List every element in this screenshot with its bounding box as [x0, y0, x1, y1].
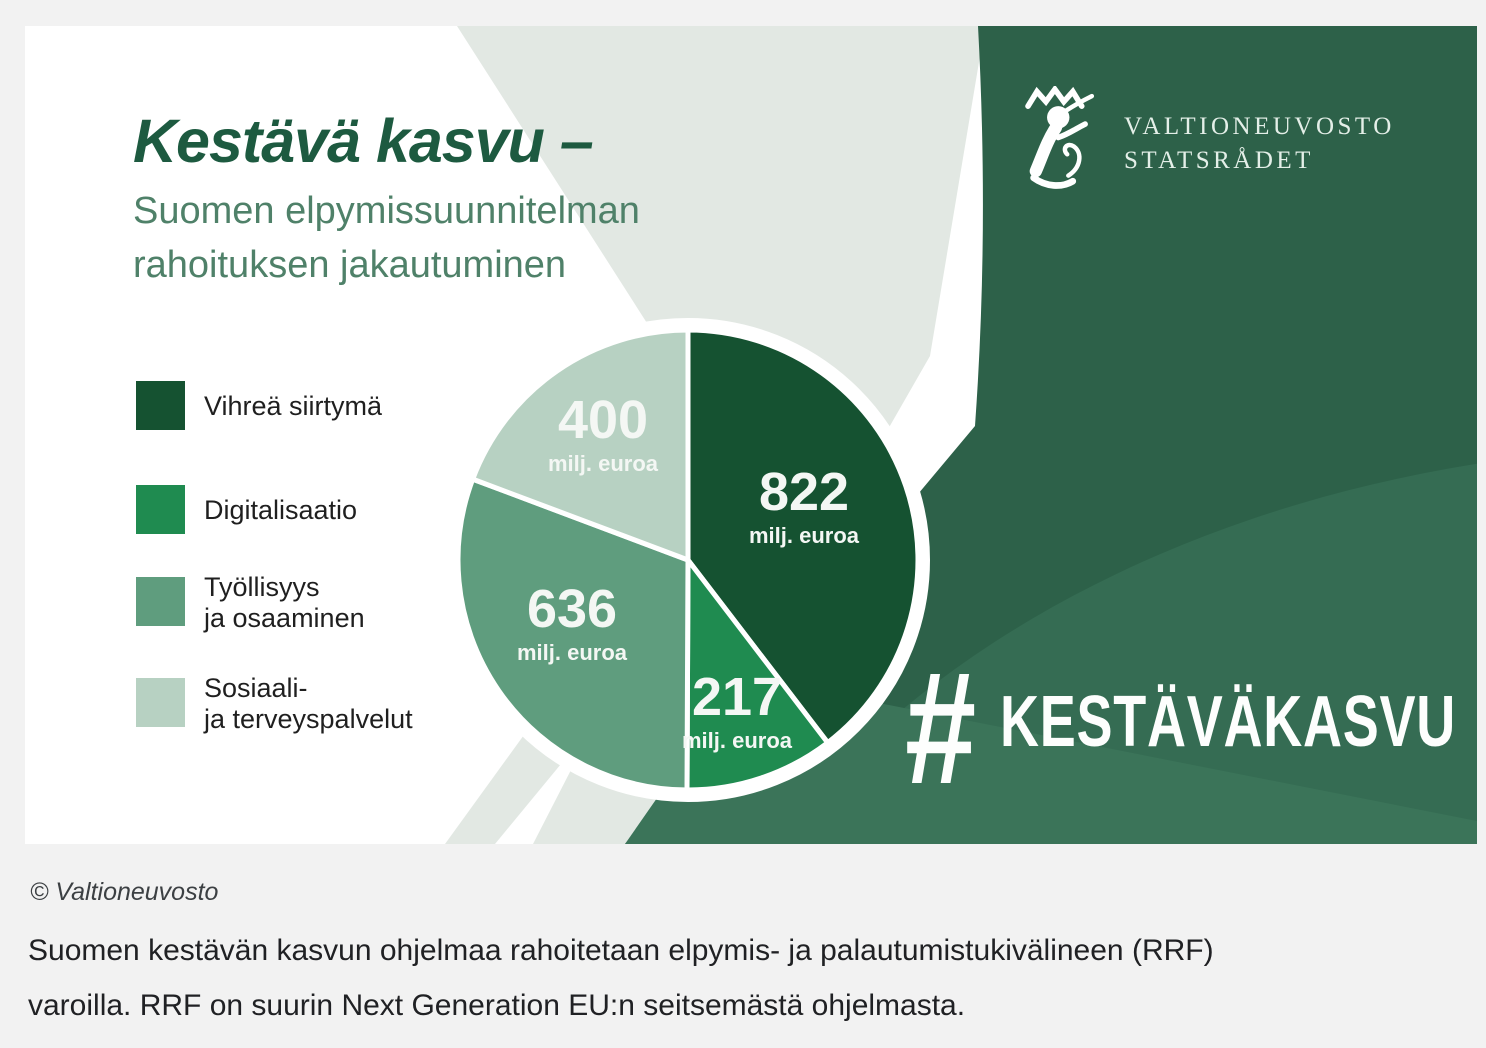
- legend-swatch-digitalisaatio: [136, 485, 185, 534]
- hashtag-text: KESTÄVÄKASVU: [1000, 682, 1457, 762]
- government-logo: [1010, 86, 1395, 198]
- legend-swatch-vihrea-siirtyma: [136, 381, 185, 430]
- pie-value-label-digitalisaatio: 217: [691, 667, 783, 727]
- legend-label-line: Vihreä siirtymä: [204, 391, 383, 421]
- infographic-panel: [25, 26, 1477, 844]
- legend-label: [204, 381, 382, 430]
- subtitle-line-1: Suomen elpymissuunnitelman: [133, 190, 640, 232]
- legend-label: [204, 485, 357, 534]
- legend-item-sosiaali: [136, 673, 413, 735]
- logo-org-finnish: VALTIONEUVOSTO: [1124, 113, 1395, 140]
- coat-of-arms-lion-icon: [1010, 86, 1102, 198]
- subtitle-line-2: rahoituksen jakautuminen: [133, 244, 567, 286]
- legend-label-line: Sosiaali-: [204, 673, 308, 703]
- legend-item-vihrea-siirtyma: [136, 381, 382, 430]
- infographic-subtitle: [133, 184, 640, 292]
- pie-value-label-sosiaali-ja-terveyspalvelut: 400: [557, 390, 649, 450]
- legend-item-digitalisaatio: [136, 485, 357, 534]
- logo-wordmark: [1124, 86, 1395, 198]
- pie-chart: [458, 330, 918, 790]
- legend-swatch-tyollisyys: [136, 577, 185, 626]
- pie-unit-label-tyollisyys-ja-osaaminen: milj. euroa: [516, 640, 628, 665]
- logo-org-swedish: STATSRÅDET: [1124, 147, 1314, 174]
- pie-value-label-vihrea-siirtyma: 822: [758, 462, 850, 522]
- legend-label-line: Digitalisaatio: [204, 495, 358, 525]
- legend-swatch-sosiaali: [136, 678, 185, 727]
- legend-label: [204, 673, 413, 735]
- legend-label-line: Työllisyys: [204, 572, 320, 602]
- infographic-title: Kestävä kasvu –: [133, 107, 593, 175]
- caption-line-2: varoilla. RRF on suurin Next Generation EU:n seitsemästä ohjelmasta.: [28, 989, 966, 1022]
- legend-item-tyollisyys: [136, 572, 365, 634]
- caption-line-1: Suomen kestävän kasvun ohjelmaa rahoitetaan elpymis- ja palautumistukivälineen (RRF): [28, 934, 1214, 967]
- hashtag-symbol: #: [905, 638, 977, 817]
- image-credit: © Valtioneuvosto: [30, 878, 219, 906]
- pie-unit-label-sosiaali-ja-terveyspalvelut: milj. euroa: [547, 451, 659, 476]
- pie-value-label-tyollisyys-ja-osaaminen: 636: [526, 579, 618, 639]
- pie-unit-label-digitalisaatio: milj. euroa: [681, 728, 793, 753]
- legend-label-line: ja terveyspalvelut: [204, 704, 413, 734]
- legend-label-line: ja osaaminen: [204, 603, 365, 633]
- pie-unit-label-vihrea-siirtyma: milj. euroa: [748, 523, 860, 548]
- legend-label: [204, 572, 365, 634]
